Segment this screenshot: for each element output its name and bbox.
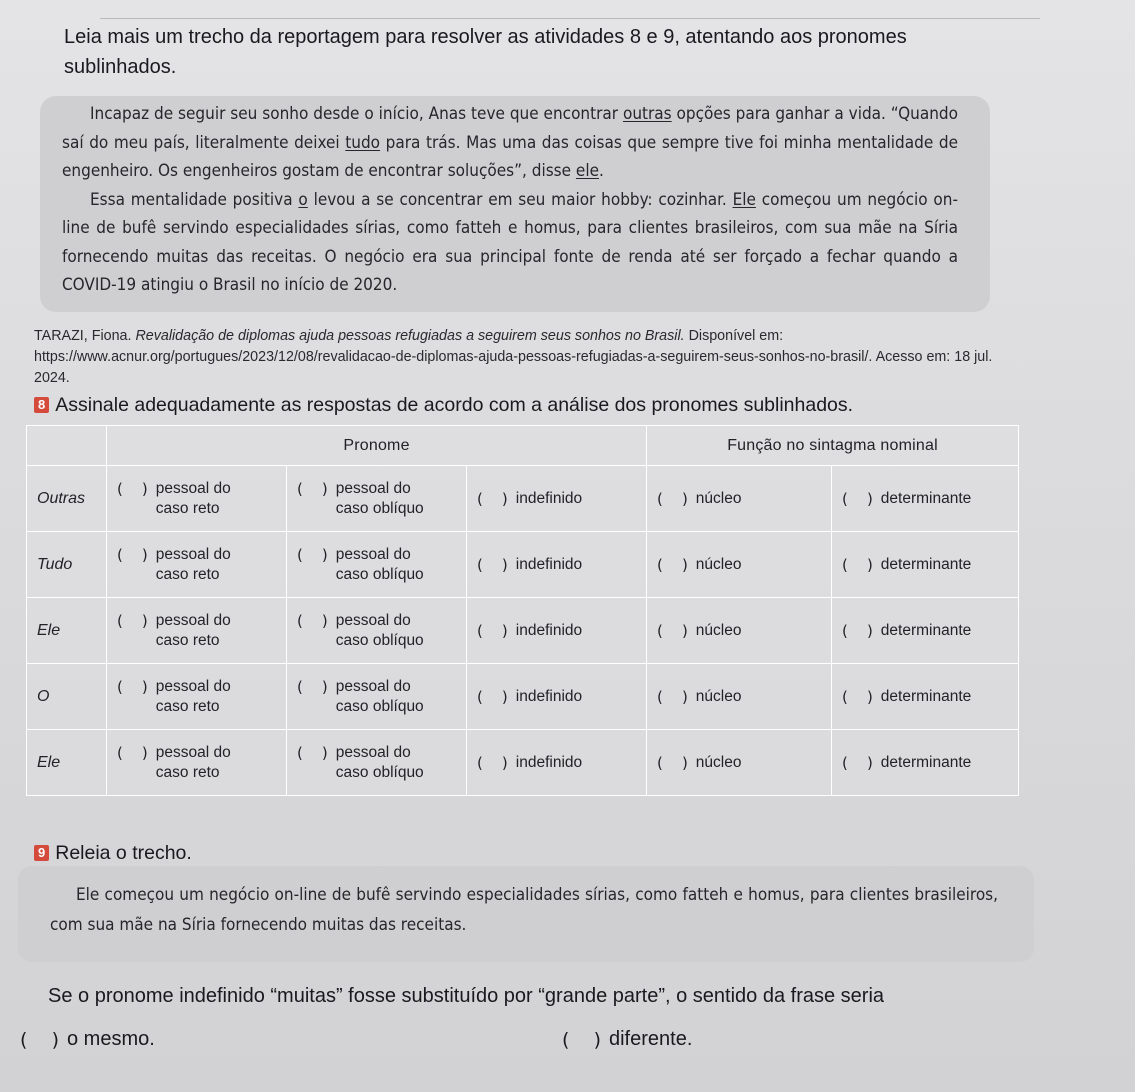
option-label-line-1: pessoal do (335, 545, 411, 563)
option[interactable] (477, 621, 636, 641)
option[interactable] (657, 621, 821, 641)
option[interactable] (297, 611, 456, 651)
option[interactable] (297, 545, 456, 585)
option-cell[interactable] (467, 466, 647, 532)
citation-source: Disponível em: https://www.acnur.org/portugues/2023/12/08/revalidacao-de-diplomas-ajuda-pessoas-refugiadas-a-seguirem-seus-sonhos-no-brasil/. Acesso em: 18 jul. 2024. (34, 328, 993, 386)
option-label-line-1: núcleo (695, 489, 742, 507)
quote-text: . (599, 161, 604, 181)
checkbox-paren[interactable]: ( ) (657, 753, 688, 772)
option[interactable] (117, 479, 276, 519)
checkbox-paren[interactable]: ( ) (117, 743, 148, 762)
option-label (336, 677, 424, 717)
question-8-title (34, 392, 994, 418)
quote-text: opções para ganhar a vida. “Quando saí do meu país, literalmente deixei (62, 104, 958, 153)
checkbox-paren[interactable]: ( ) (842, 489, 873, 508)
option-cell[interactable] (287, 664, 467, 730)
option-label (696, 489, 742, 509)
quote-text: para trás. Mas uma das coisas que sempre tive foi minha mentalidade de engenheiro. Os engenheiros gostam de encontrar soluções”, disse (62, 132, 959, 181)
option-label (156, 611, 231, 651)
row-pronoun-label: Tudo (27, 532, 107, 598)
option[interactable] (117, 677, 276, 717)
question-9-title (34, 842, 192, 865)
table-row (27, 466, 1019, 532)
option[interactable] (477, 555, 636, 575)
option-label (881, 489, 971, 509)
question-number-badge: 8 (34, 397, 49, 413)
option-label-line-1: determinante (880, 621, 972, 639)
option-label-line-1: indefinido (515, 489, 583, 507)
option-label-line-2: caso oblíquo (335, 565, 424, 583)
option-label (516, 555, 582, 575)
option-label (516, 687, 582, 707)
option-label-line-1: indefinido (515, 687, 583, 705)
checkbox-paren[interactable]: ( ) (297, 611, 328, 630)
option-label (696, 687, 742, 707)
option[interactable] (657, 753, 821, 773)
option[interactable] (477, 489, 636, 509)
option-label (336, 611, 424, 651)
option-label-line-1: pessoal do (335, 743, 411, 761)
option-label (336, 743, 424, 783)
option-label-line-1: núcleo (695, 621, 742, 639)
quote-text: começou um negócio on-line de bufê servindo especialidades sírias, como fatteh e homus, para clientes brasileiros, com sua mãe na Síria fornecendo muitas das receitas. O negócio era sua principal fonte de renda até ser forçado a fechar quando a COVID-19 atingiu o Brasil no início de 2020. (62, 189, 958, 295)
option-cell[interactable] (832, 598, 1019, 664)
checkbox-paren[interactable]: ( ) (117, 611, 148, 630)
option-label-line-1: pessoal do (335, 479, 411, 497)
option-label-line-2: caso oblíquo (335, 631, 424, 649)
checkbox-paren[interactable]: ( ) (297, 677, 328, 696)
option-cell[interactable] (647, 532, 832, 598)
option[interactable] (842, 621, 1008, 641)
table-row (27, 532, 1019, 598)
option-label-line-1: pessoal do (155, 743, 231, 761)
checkbox-paren[interactable]: ( ) (297, 743, 328, 762)
quote-paragraph-2 (62, 186, 958, 300)
option-label-line-1: núcleo (695, 687, 742, 705)
option-label (696, 753, 742, 773)
option-label (516, 621, 582, 641)
checkbox-paren[interactable]: ( ) (842, 687, 873, 706)
grid-header-row (27, 426, 1019, 466)
option-label-line-2: caso reto (155, 763, 220, 781)
citation (34, 326, 994, 389)
option[interactable] (842, 489, 1008, 509)
table-row (27, 730, 1019, 796)
quote-box-2: Ele começou um negócio on-line de bufê servindo especialidades sírias, como fatteh e homus, para clientes brasileiros, com sua mãe na Síria fornecendo muitas das receitas. (18, 866, 1034, 962)
option-label (156, 677, 231, 717)
answer-label: o mesmo. (66, 1028, 155, 1050)
option-cell[interactable] (832, 664, 1019, 730)
table-row (27, 598, 1019, 664)
option-cell[interactable] (107, 598, 287, 664)
option-cell[interactable] (107, 466, 287, 532)
answer-label: diferente. (608, 1028, 693, 1050)
option-label-line-2: caso reto (155, 631, 220, 649)
checkbox-paren[interactable]: ( ) (477, 753, 508, 772)
quote-box (40, 96, 990, 312)
intro-text: Leia mais um trecho da reportagem para resolver as atividades 8 e 9, atentando aos pronomes sublinhados. (64, 26, 907, 78)
option[interactable] (477, 687, 636, 707)
row-pronoun-label: Outras (27, 466, 107, 532)
checkbox-paren[interactable]: ( ) (842, 753, 873, 772)
checkbox-paren[interactable]: ( ) (477, 555, 508, 574)
option-label (881, 753, 971, 773)
row-pronoun-label: O (27, 664, 107, 730)
option[interactable] (117, 545, 276, 585)
quote-text: levou a se concentrar em seu maior hobby: cozinhar. (307, 189, 733, 210)
checkbox-paren[interactable]: ( ) (20, 1028, 59, 1051)
option-cell[interactable] (107, 730, 287, 796)
top-rule (100, 18, 1040, 19)
option-cell[interactable] (832, 730, 1019, 796)
option-label-line-2: caso reto (155, 565, 220, 583)
option-label-line-1: determinante (880, 753, 972, 771)
answer-grid (26, 425, 1019, 796)
option-label-line-1: pessoal do (155, 479, 231, 497)
checkbox-paren[interactable]: ( ) (657, 555, 688, 574)
option-label-line-1: núcleo (695, 555, 742, 573)
answer-option-different[interactable] (562, 1028, 692, 1051)
answer-option-same[interactable] (20, 1028, 155, 1051)
option-cell[interactable] (647, 664, 832, 730)
option-cell[interactable] (287, 532, 467, 598)
option[interactable] (297, 677, 456, 717)
checkbox-paren[interactable]: ( ) (657, 621, 688, 640)
underlined-pronoun-ele-2: Ele (732, 189, 756, 210)
option[interactable] (117, 743, 276, 783)
option-cell[interactable] (832, 532, 1019, 598)
option[interactable] (657, 555, 821, 575)
option-label (881, 687, 971, 707)
checkbox-paren[interactable]: ( ) (657, 489, 688, 508)
option[interactable] (842, 687, 1008, 707)
option-cell[interactable] (107, 664, 287, 730)
option-label (696, 621, 742, 641)
option-cell[interactable] (647, 466, 832, 532)
checkbox-paren[interactable]: ( ) (297, 479, 328, 498)
option[interactable] (657, 687, 821, 707)
underlined-pronoun-outras: outras (622, 104, 672, 124)
option-cell[interactable] (832, 466, 1019, 532)
checkbox-paren[interactable]: ( ) (842, 621, 873, 640)
grid-corner (27, 426, 107, 466)
question-9-prompt: Se o pronome indefinido “muitas” fosse substituído por “grande parte”, o sentido da frase seria (48, 985, 885, 1007)
checkbox-paren[interactable]: ( ) (117, 479, 148, 498)
checkbox-paren[interactable]: ( ) (842, 555, 873, 574)
option-cell[interactable] (467, 598, 647, 664)
quote-text: Incapaz de seguir seu sonho desde o início, Anas teve que encontrar (90, 104, 623, 124)
option-label-line-1: pessoal do (335, 677, 411, 695)
option-label (336, 545, 424, 585)
citation-author: TARAZI, Fiona. (34, 328, 136, 344)
option[interactable] (842, 555, 1008, 575)
option-label (156, 743, 231, 783)
option[interactable] (842, 753, 1008, 773)
option-label-line-2: caso oblíquo (335, 499, 424, 517)
option[interactable] (657, 489, 821, 509)
option-label (156, 479, 231, 519)
option-cell[interactable] (647, 730, 832, 796)
citation-title: Revalidação de diplomas ajuda pessoas refugiadas a seguirem seus sonhos no Brasil. (135, 328, 685, 344)
option-label-line-1: indefinido (515, 753, 583, 771)
underlined-pronoun-o: o (298, 189, 308, 210)
option-cell[interactable] (467, 664, 647, 730)
option-label-line-2: caso reto (155, 697, 220, 715)
option-label (156, 545, 231, 585)
option-label-line-1: núcleo (695, 753, 742, 771)
checkbox-paren[interactable]: ( ) (117, 677, 148, 696)
option-label-line-1: pessoal do (155, 611, 231, 629)
option-label-line-2: caso oblíquo (335, 763, 424, 781)
checkbox-paren[interactable]: ( ) (297, 545, 328, 564)
option-cell[interactable] (647, 598, 832, 664)
option-cell[interactable] (467, 730, 647, 796)
option[interactable] (117, 611, 276, 651)
option-label (516, 489, 582, 509)
option-label (336, 479, 424, 519)
checkbox-paren[interactable]: ( ) (477, 687, 508, 706)
option-cell[interactable] (287, 598, 467, 664)
option-cell[interactable] (107, 532, 287, 598)
option-label-line-1: determinante (880, 555, 972, 573)
question-9-text: Releia o trecho. (55, 842, 192, 864)
underlined-pronoun-ele: ele (575, 161, 599, 181)
option-label (881, 621, 971, 641)
quote-paragraph-1 (62, 100, 958, 186)
row-pronoun-label: Ele (27, 598, 107, 664)
table-row (27, 664, 1019, 730)
option-label-line-1: pessoal do (155, 545, 231, 563)
option-label-line-2: caso oblíquo (335, 697, 424, 715)
option-label-line-1: pessoal do (155, 677, 231, 695)
underlined-pronoun-tudo: tudo (345, 132, 381, 153)
header-pronome: Pronome (107, 426, 647, 466)
checkbox-paren[interactable]: ( ) (477, 489, 508, 508)
question-8-text: Assinale adequadamente as respostas de acordo com a análise dos pronomes sublinhados. (55, 394, 854, 416)
option[interactable] (477, 753, 636, 773)
option-label-line-1: pessoal do (335, 611, 411, 629)
option-label-line-1: indefinido (515, 621, 583, 639)
option-label-line-2: caso reto (155, 499, 220, 517)
question-number-badge: 9 (34, 845, 49, 861)
quote-text: Essa mentalidade positiva (90, 189, 299, 210)
checkbox-paren[interactable]: ( ) (477, 621, 508, 640)
option-cell[interactable] (287, 466, 467, 532)
checkbox-paren[interactable]: ( ) (562, 1028, 601, 1051)
checkbox-paren[interactable]: ( ) (117, 545, 148, 564)
option-cell[interactable] (287, 730, 467, 796)
option[interactable] (297, 479, 456, 519)
checkbox-paren[interactable]: ( ) (657, 687, 688, 706)
row-pronoun-label: Ele (27, 730, 107, 796)
header-funcao: Função no sintagma nominal (647, 426, 1019, 466)
option-label-line-1: indefinido (515, 555, 583, 573)
option-label-line-1: determinante (880, 687, 972, 705)
option-label-line-1: determinante (880, 489, 972, 507)
option-label (881, 555, 971, 575)
option[interactable] (297, 743, 456, 783)
option-cell[interactable] (467, 532, 647, 598)
option-label (516, 753, 582, 773)
option-label (696, 555, 742, 575)
